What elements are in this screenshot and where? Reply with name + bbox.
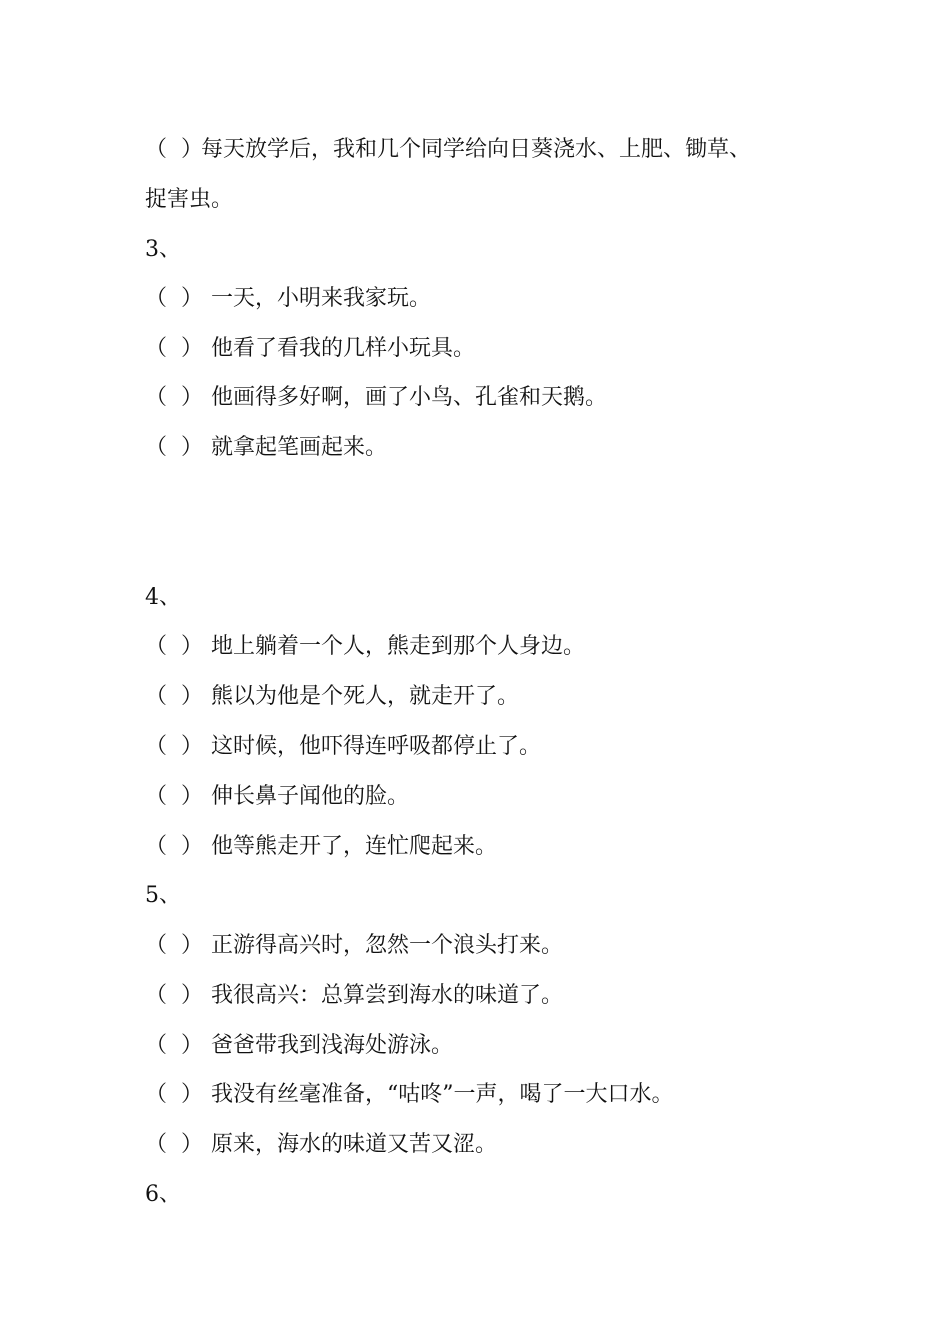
- answer-blank[interactable]: （ ）: [145, 983, 203, 1008]
- list-item: （ ） 伸长鼻子闻他的脸。: [145, 782, 409, 812]
- answer-blank[interactable]: （ ）: [145, 336, 203, 361]
- list-item: （ ） 地上躺着一个人，熊走到那个人身边。: [145, 632, 585, 662]
- answer-blank[interactable]: （ ）: [145, 286, 203, 311]
- answer-blank[interactable]: （ ）: [145, 385, 203, 410]
- list-item: （ ） 原来，海水的味道又苦又涩。: [145, 1130, 497, 1160]
- list-item: （ ） 他画得多好啊，画了小鸟、孔雀和天鹅。: [145, 383, 607, 413]
- list-item: （ ） 熊以为他是个死人，就走开了。: [145, 682, 519, 712]
- list-item: （ ） 这时候，他吓得连呼吸都停止了。: [145, 732, 541, 762]
- list-item: （ ） 就拿起笔画起来。: [145, 433, 387, 463]
- section-6-number: 6、: [145, 1182, 181, 1207]
- answer-blank[interactable]: （ ）: [145, 1082, 203, 1107]
- answer-blank[interactable]: （ ）: [145, 734, 203, 759]
- answer-blank[interactable]: （ ）: [145, 634, 203, 659]
- answer-blank[interactable]: （ ）: [145, 1033, 203, 1058]
- list-item: （ ） 我没有丝毫准备，“咕咚”一声，喝了一大口水。: [145, 1080, 674, 1110]
- list-item: （ ） 一天，小明来我家玩。: [145, 284, 431, 314]
- intro-line-2: 捉害虫。: [145, 187, 234, 212]
- section-5-number: 5、: [145, 883, 181, 908]
- answer-blank[interactable]: （ ）: [145, 684, 203, 709]
- answer-blank[interactable]: （ ）: [145, 933, 203, 958]
- section-3-number: 3、: [145, 237, 181, 262]
- list-item: （ ） 正游得高兴时，忽然一个浪头打来。: [145, 931, 563, 961]
- answer-blank[interactable]: （ ）: [145, 784, 203, 809]
- intro-line-1: （ ）每天放学后，我和几个同学给向日葵浇水、上肥、锄草、: [145, 135, 751, 165]
- answer-blank[interactable]: （ ）: [145, 435, 203, 460]
- list-item: （ ） 我很高兴：总算尝到海水的味道了。: [145, 981, 563, 1011]
- list-item: （ ） 他看了看我的几样小玩具。: [145, 334, 475, 364]
- section-4-number: 4、: [145, 585, 181, 610]
- answer-blank[interactable]: （ ）: [145, 1132, 203, 1157]
- list-item: （ ） 他等熊走开了，连忙爬起来。: [145, 832, 497, 862]
- answer-blank[interactable]: （ ）: [145, 137, 203, 162]
- list-item: （ ） 爸爸带我到浅海处游泳。: [145, 1031, 453, 1061]
- answer-blank[interactable]: （ ）: [145, 834, 203, 859]
